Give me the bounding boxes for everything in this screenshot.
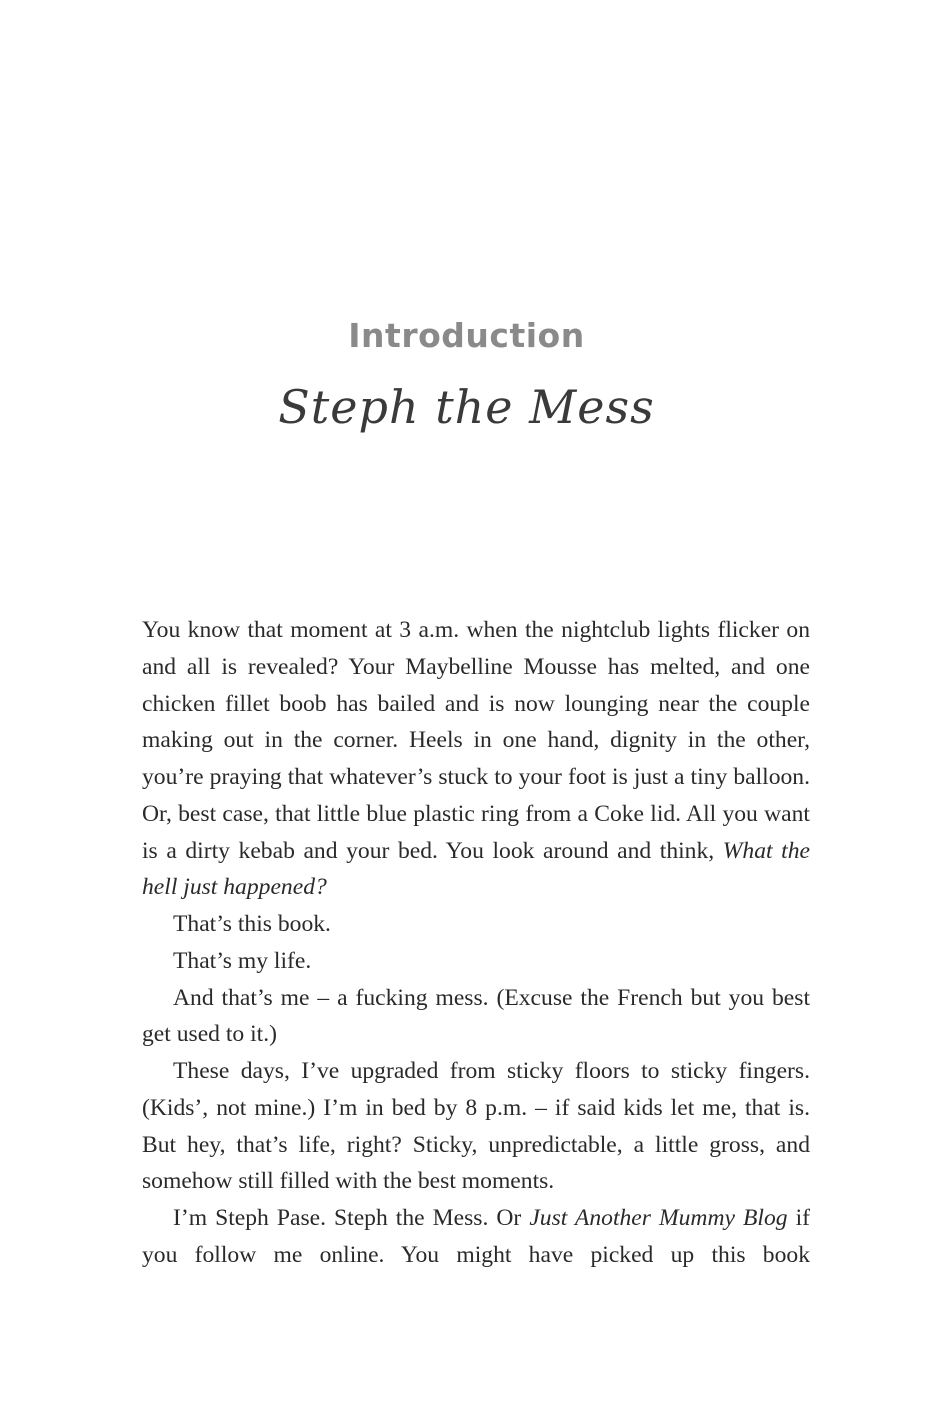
paragraph-1-italic: What the hell just happened?	[142, 837, 810, 901]
chapter-label: Introduction	[348, 316, 585, 355]
paragraph-1	[142, 612, 810, 906]
paragraph-6-italic: Just Another Mummy Blog	[529, 1205, 788, 1231]
paragraph-3: That’s my life.	[173, 947, 312, 974]
chapter-body	[142, 612, 810, 1274]
paragraph-1-text: You know that moment at 3 a.m. when the nightclub lights flicker on and all is revealed? Your Maybelline Mousse has melted, and one chicken fillet boob has bailed and is now lounging near the couple making out in the corner. Heels in one hand, dignity in the other, you’re praying that whatever’s stuck to your foot is just a tiny balloon. Or, best case, that little blue plastic ring from a Coke lid. All you want is a dirty kebab and your bed. You look around and think,	[142, 617, 810, 864]
chapter-title: Steph the Mess	[278, 380, 655, 434]
paragraph-5: These days, I’ve upgraded from sticky floors to sticky fingers. (Kids’, not mine.) I’m in bed by 8 p.m. – if said kids let me, that is. But hey, that’s life, right? Sticky, unpredictable, a little gross, and somehow still filled with the best moments.	[142, 1058, 810, 1195]
paragraph-6-text: I’m Steph Pase. Steph the Mess. Or	[173, 1205, 530, 1231]
paragraph-6-text-2: if you follow me online. You might have picked up this book	[142, 1205, 811, 1268]
paragraph-6	[142, 1200, 810, 1274]
paragraph-2: That’s this book.	[173, 911, 331, 937]
paragraph-4: And that’s me – a fucking mess. (Excuse the French but you best get used to it.)	[142, 984, 810, 1048]
